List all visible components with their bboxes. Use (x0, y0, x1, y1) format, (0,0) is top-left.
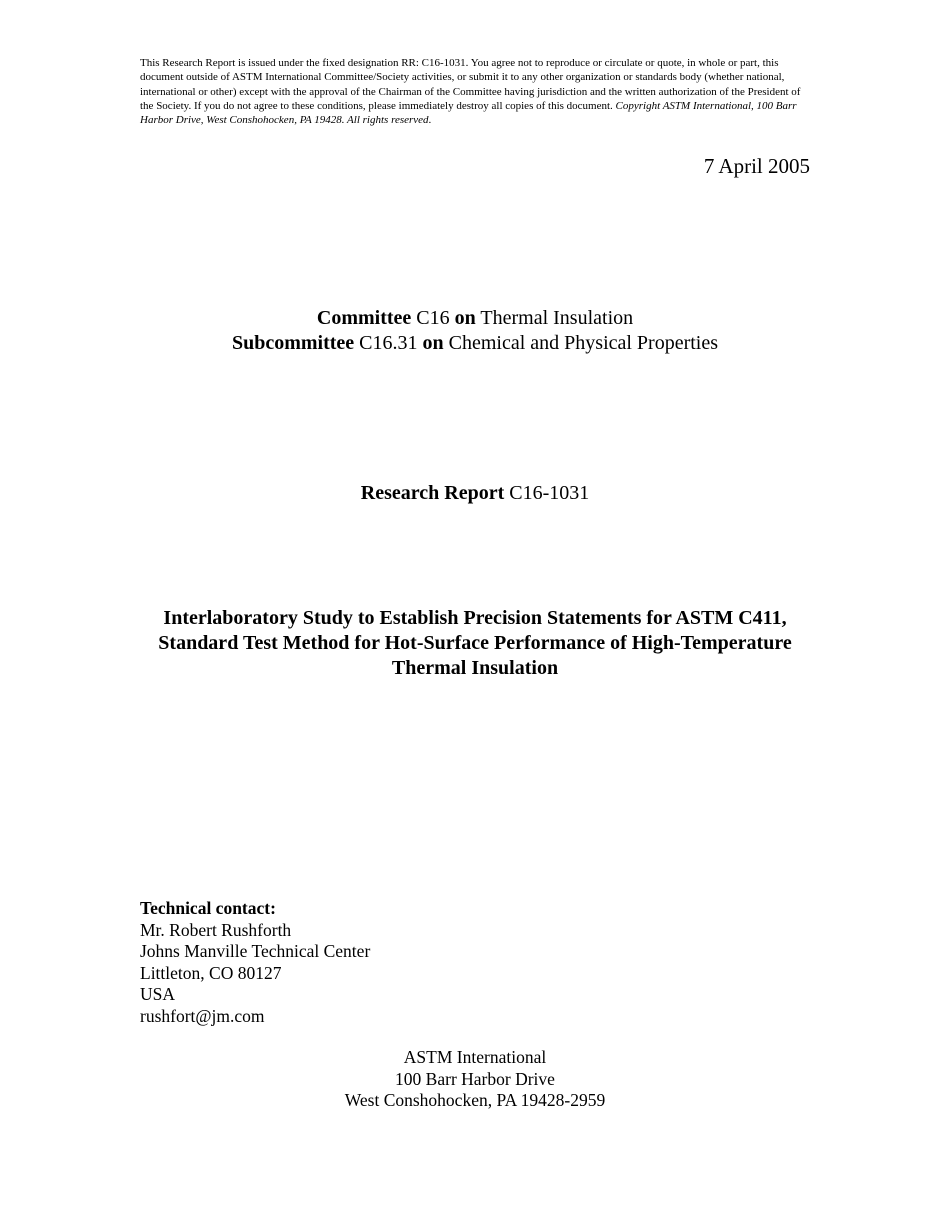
document-date: 7 April 2005 (703, 154, 810, 178)
contact-label: Technical contact: (140, 898, 276, 918)
contact-city: Littleton, CO 80127 (140, 962, 282, 983)
astm-street: 100 Barr Harbor Drive (395, 1068, 555, 1089)
astm-address (0, 1047, 950, 1112)
subcommittee-on: on (422, 332, 444, 354)
committee-label: Committee (316, 307, 412, 329)
astm-name: ASTM International (403, 1047, 547, 1067)
document-title: Interlaboratory Study to Establish Precision Statements for ASTM C411, Standard Test Method for Hot-Surface Performance of High-Temperature Thermal Insulation (158, 607, 792, 679)
report-label: Research Report (360, 482, 505, 504)
contact-country: USA (140, 984, 176, 1005)
subcommittee-name: Chemical and Physical Properties (448, 332, 719, 354)
notice-copyright: Copyright ASTM International, 100 Barr Harbor Drive, West Conshohocken, PA 19428. All rights reserved (140, 99, 797, 127)
astm-city: West Conshohocken, PA 19428-2959 (344, 1090, 606, 1111)
contact-org: Johns Manville Technical Center (140, 941, 371, 962)
contact-name: Mr. Robert Rushforth (140, 919, 292, 940)
report-id: C16-1031 (509, 482, 590, 504)
committee-id: C16 (416, 307, 450, 329)
committee-on: on (454, 307, 476, 329)
committee-name: Thermal Insulation (480, 307, 634, 329)
technical-contact (140, 898, 640, 1028)
research-report-line (0, 481, 950, 506)
committee-line (0, 306, 950, 331)
copyright-notice: This Research Report is issued under the fixed designation RR: C16-1031. You agree not to reproduce or circulate or quote, in whole or part, this document outside of ASTM International Committee/Society activities, or submit it to any other organization or standards body (whether national, international or other) except with the approval of the Chairman of the Committee having jurisdiction and the written authorization of the President of the Society. If you do not agree to these conditions, please immediately destroy all copies of this document. Copyright ASTM International, 100 Barr Harbor Drive, West Conshohocken, PA 19428. All rights reserved. (140, 57, 801, 127)
subcommittee-label: Subcommittee (231, 332, 355, 354)
subcommittee-line (0, 331, 950, 356)
contact-email: rushfort@jm.com (140, 1005, 265, 1026)
notice-text: This Research Report is issued under the fixed designation RR: C16-1031. You agree not to reproduce or circulate or quote, in whole or part, this document outside of ASTM International Committee/Society activities, or submit it to any other organization or standards body (whether national, international or other) except with the approval of the Chairman of the Committee having jurisdiction and the written authorization of the President of the Society. If you do not agree to these conditions, please immediately destroy all copies of this document. (140, 57, 801, 112)
committee-block (0, 306, 950, 356)
subcommittee-id: C16.31 (359, 332, 418, 354)
